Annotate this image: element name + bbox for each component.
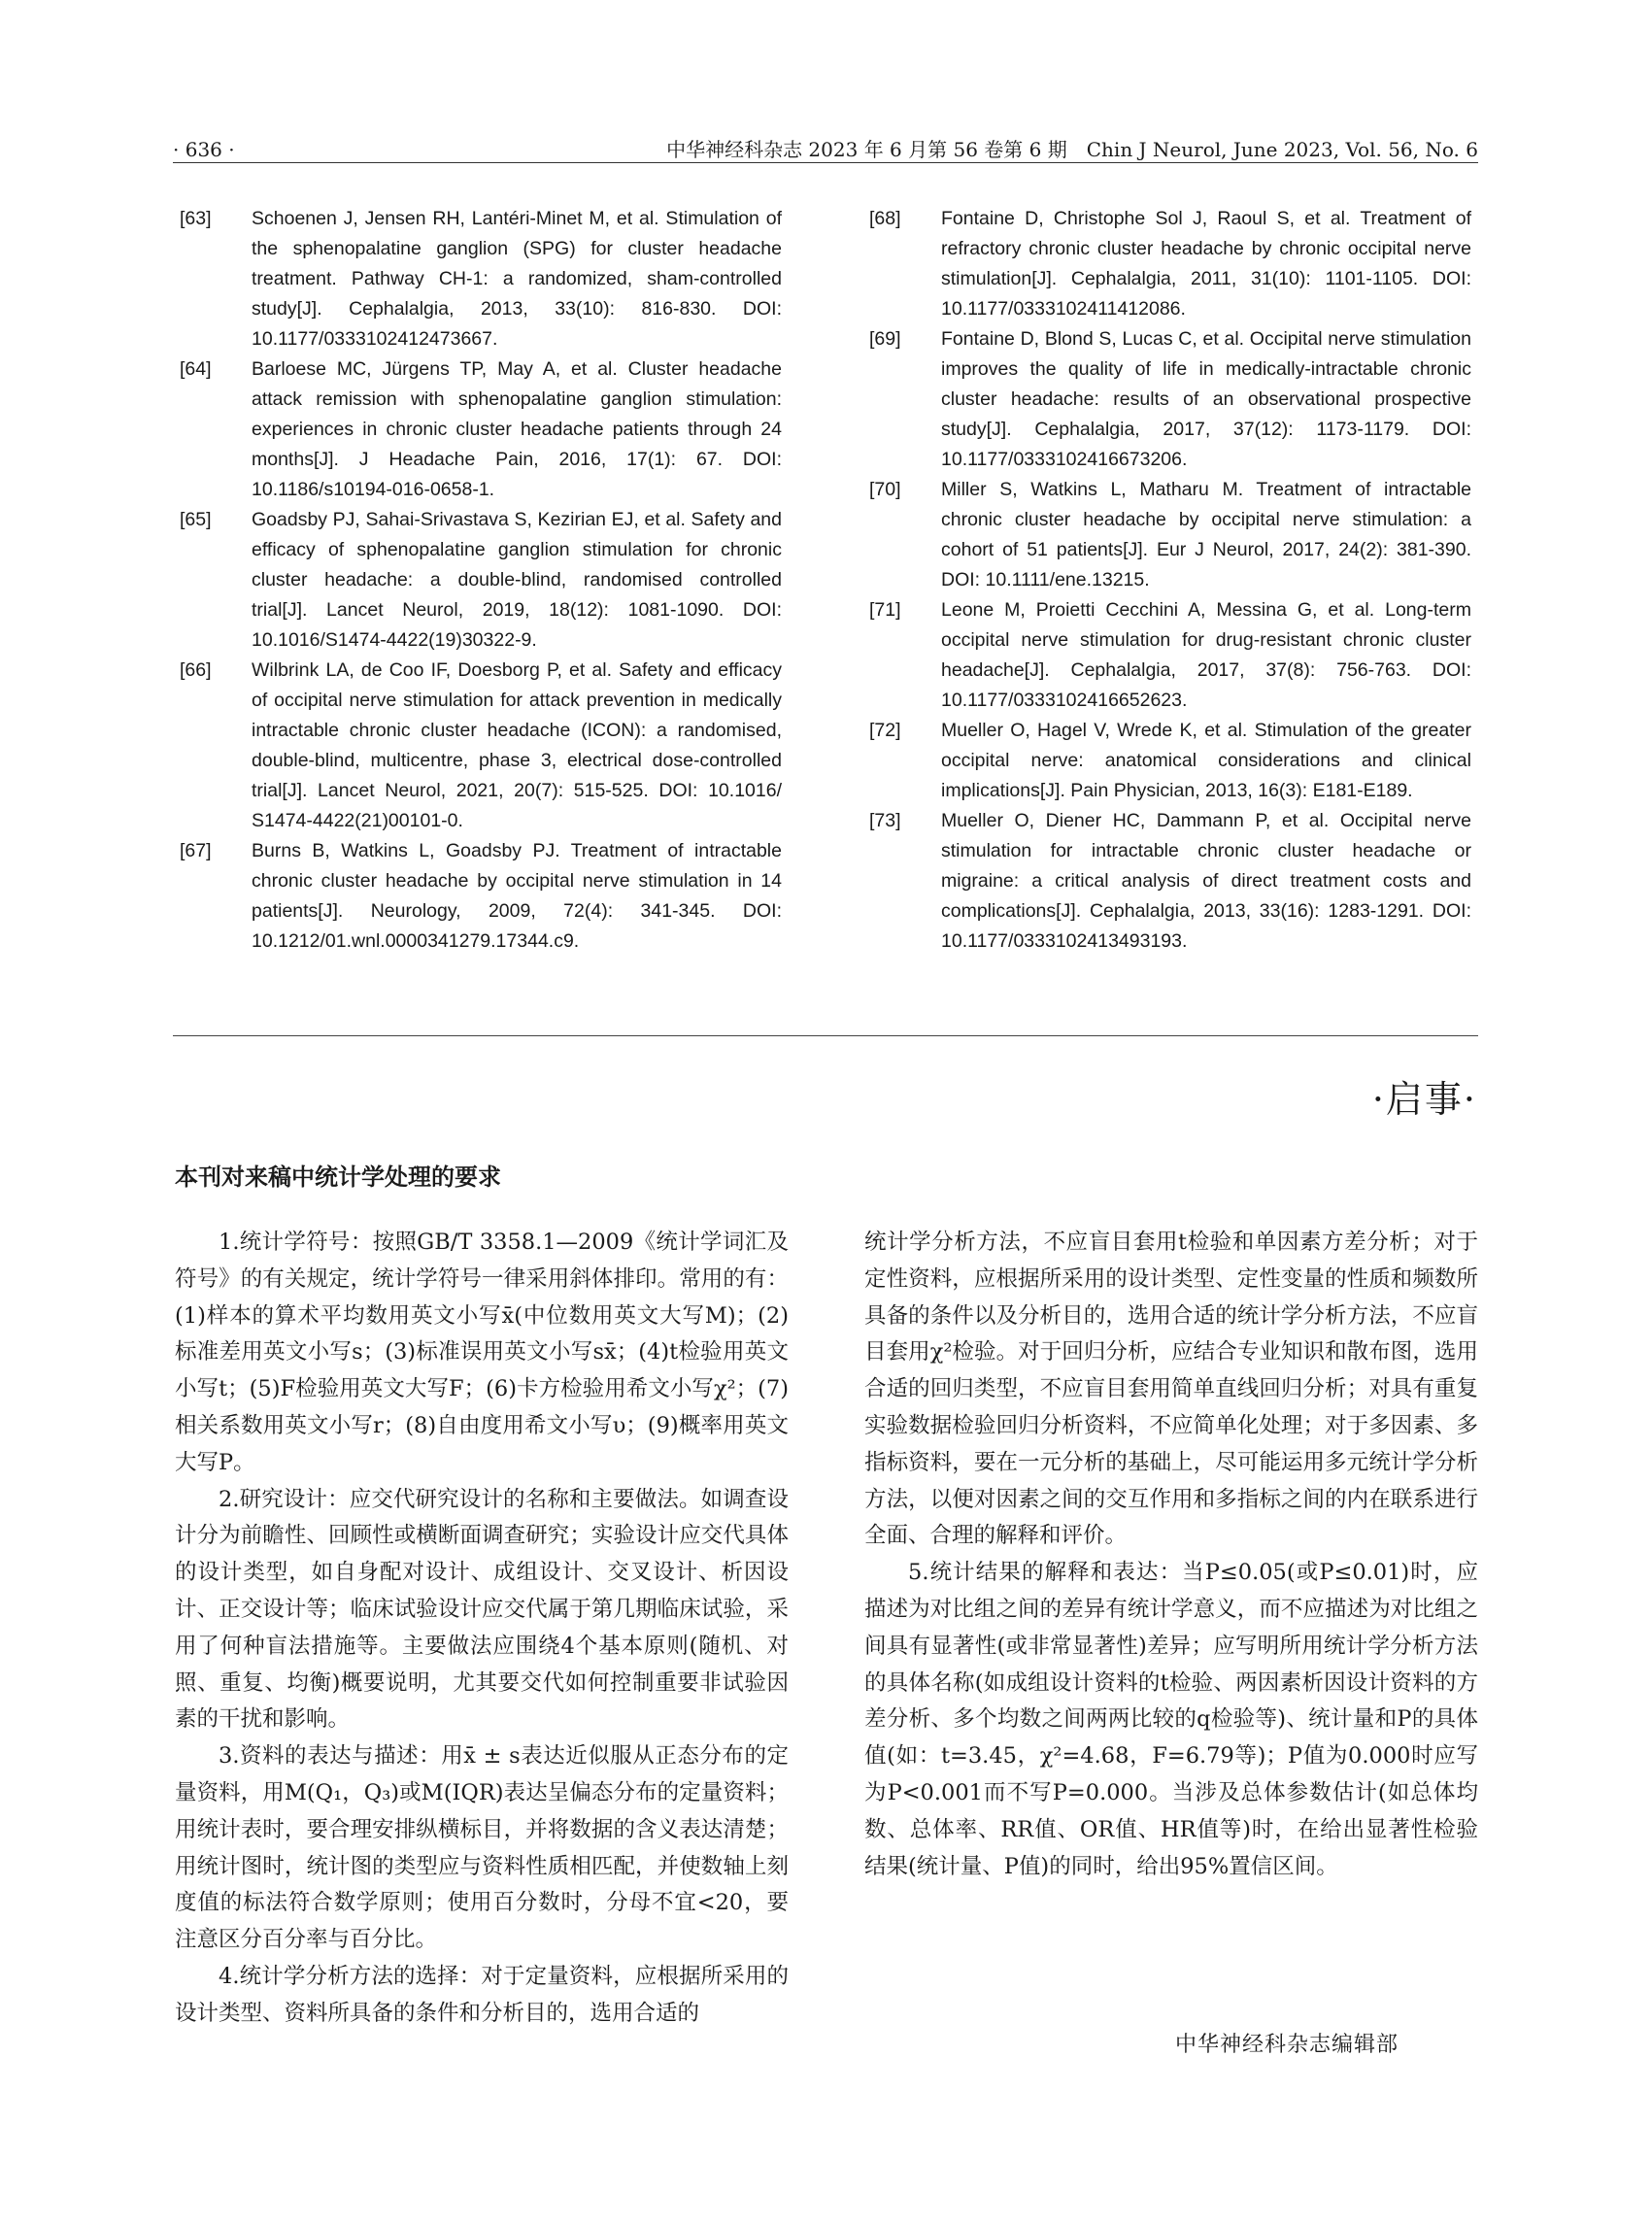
notice-paragraph: 1.统计学符号：按照GB/T 3358.1—2009《统计学词汇及符号》的有关规定，统计学符号一律采用斜体排印。常用的有：(1)样本的算术平均数用英文小写x̄(中位数用英文大写M)；(2)标准差用英文小写s；(3)标准误用英文小写sx̄；(4)t检验用英文小写t；(5)F检验用英文大写F；(6)卡方检验用希文小写χ²；(7)相关系数用英文小写r；(8)自由度用希文小写υ；(9)概率用英文大写P。 (175, 1230, 789, 1475)
reference-number: [68] (869, 208, 901, 229)
notice-paragraph: 统计学分析方法，不应盲目套用t检验和单因素方差分析；对于定性资料，应根据所采用的设计类型、定性变量的性质和频数所具备的条件以及分析目的，选用合适的统计学分析方法，不应盲目套用χ²检验。对于回归分析，应结合专业知识和散布图，选用合适的回归类型，不应盲目套用简单直线回归分析；对具有重复实验数据检验回归分析资料，不应简单化处理；对于多因素、多指标资料，要在一元分析的基础上，尽可能运用多元统计学分析方法，以便对因素之间的交互作用和多指标之间的内在联系进行全面、合理的解释和评价。 (864, 1230, 1478, 1549)
editorial-signature: 中华神经科杂志编辑部 (1175, 2033, 1399, 2057)
notice-paragraph: 4.统计学分析方法的选择：对于定量资料，应根据所采用的设计类型、资料所具备的条件和分析目的，选用合适的 (175, 1963, 789, 2026)
reference-number: [71] (869, 599, 901, 621)
reference-item (180, 354, 782, 505)
reference-number: [70] (869, 479, 901, 500)
section-divider (173, 1035, 1478, 1036)
references-right-column (869, 204, 1471, 957)
reference-item (869, 475, 1471, 595)
reference-number: [63] (180, 208, 212, 229)
reference-text: Leone M, Proietti Cecchini A, Messina G, et al. Long-term occipital nerve stimulation for drug-resistant chronic cluster headache[J]. Cephalalgia, 2017, 37(8): 756-763. DOI: 10.1177/0333102416652623. (941, 599, 1471, 711)
notice-title: 本刊对来稿中统计学处理的要求 (175, 1163, 501, 1191)
reference-text: Wilbrink LA, de Coo IF, Doesborg P, et al. Safety and efficacy of occipital nerve stimulation for attack prevention in medically intractable chronic cluster headache (ICON): a randomised, double-blind, multicentre, phase 3, electrical dose-controlled trial[J]. Lancet Neurol, 2021, 20(7): 515-525. DOI: 10.1016/ S1474-4422(21)00101-0. (252, 659, 782, 831)
notice-paragraph: 3.资料的表达与描述：用x̄ ± s表达近似服从正态分布的定量资料，用M(Q₁，Q₃)或M(IQR)表达呈偏态分布的定量资料；用统计表时，要合理安排纵横标目，并将数据的含义表达清楚；用统计图时，统计图的类型应与资料性质相匹配，并使数轴上刻度值的标法符合数学原则；使用百分数时，分母不宜<20，要注意区分百分率与百分比。 (175, 1743, 789, 1953)
reference-item (869, 595, 1471, 716)
reference-number: [64] (180, 358, 212, 380)
notice-tag: ·启事· (1371, 1078, 1477, 1121)
reference-item (869, 204, 1471, 324)
reference-number: [66] (180, 659, 212, 681)
reference-text: Burns B, Watkins L, Goadsby PJ. Treatment of intractable chronic cluster headache by occipital nerve stimulation in 14 patients[J]. Neurology, 2009, 72(4): 341-345. DOI: 10.1212/01.wnl.0000341279.17344.c9. (252, 840, 782, 952)
reference-number: [69] (869, 328, 901, 350)
reference-item (180, 836, 782, 957)
reference-text: Barloese MC, Jürgens TP, May A, et al. Cluster headache attack remission with sphenopalatine ganglion stimulation: experiences in chronic cluster headache patients through 24 months[J]. J Headache Pain, 2016, 17(1): 67. DOI: 10.1186/s10194-016-0658-1. (252, 358, 782, 500)
references-left-column (180, 204, 782, 957)
reference-number: [72] (869, 720, 901, 741)
reference-text: Miller S, Watkins L, Matharu M. Treatment of intractable chronic cluster headache by occipital nerve stimulation: a cohort of 51 patients[J]. Eur J Neurol, 2017, 24(2): 381-390. DOI: 10.1111/ene.13215. (941, 479, 1471, 590)
reference-text: Schoenen J, Jensen RH, Lantéri-Minet M, et al. Stimulation of the sphenopalatine ganglion (SPG) for cluster headache treatment. Pathway CH-1: a randomized, sham-controlled study[J]. Cephalalgia, 2013, 33(10): 816-830. DOI: 10.1177/0333102412473667. (252, 208, 782, 350)
reference-number: [65] (180, 509, 212, 530)
page-number: · 636 · (173, 138, 235, 161)
notice-right-column (864, 1225, 1478, 1885)
reference-text: Goadsby PJ, Sahai-Srivastava S, Kezirian EJ, et al. Safety and efficacy of sphenopalatine ganglion stimulation for chronic cluster headache: a double-blind, randomised controlled trial[J]. Lancet Neurol, 2019, 18(12): 1081-1090. DOI: 10.1016/S1474-4422(19)30322-9. (252, 509, 782, 651)
reference-item (180, 505, 782, 656)
journal-info: 中华神经科杂志 2023 年 6 月第 56 卷第 6 期 Chin J Neurol, June 2023, Vol. 56, No. 6 (666, 138, 1478, 161)
reference-text: Fontaine D, Blond S, Lucas C, et al. Occipital nerve stimulation improves the quality of life in medically-intractable chronic cluster headache: results of an observational prospective study[J]. Cephalalgia, 2017, 37(12): 1173-1179. DOI: 10.1177/0333102416673206. (941, 328, 1471, 470)
reference-item (180, 204, 782, 354)
notice-left-column (175, 1225, 789, 2033)
page-header (173, 134, 1478, 165)
reference-text: Fontaine D, Christophe Sol J, Raoul S, et al. Treatment of refractory chronic cluster headache by chronic occipital nerve stimulation[J]. Cephalalgia, 2011, 31(10): 1101-1105. DOI: 10.1177/0333102411412086. (941, 208, 1471, 320)
reference-item (869, 806, 1471, 957)
reference-item (180, 656, 782, 836)
reference-item (869, 716, 1471, 806)
reference-item (869, 324, 1471, 475)
reference-number: [73] (869, 810, 901, 831)
notice-paragraph: 2.研究设计：应交代研究设计的名称和主要做法。如调查设计分为前瞻性、回顾性或横断面调查研究；实验设计应交代具体的设计类型，如自身配对设计、成组设计、交叉设计、析因设计、正交设计等；临床试验设计应交代属于第几期临床试验，采用了何种盲法措施等。主要做法应围绕4个基本原则(随机、对照、重复、均衡)概要说明，尤其要交代如何控制重要非试验因素的干扰和影响。 (175, 1486, 789, 1733)
header-divider (173, 162, 1478, 163)
reference-text: Mueller O, Diener HC, Dammann P, et al. Occipital nerve stimulation for intractable chronic cluster headache or migraine: a critical analysis of direct treatment costs and complications[J]. Cephalalgia, 2013, 33(16): 1283-1291. DOI: 10.1177/0333102413493193. (941, 810, 1471, 952)
notice-paragraph: 5.统计结果的解释和表达：当P≤0.05(或P≤0.01)时，应描述为对比组之间的差异有统计学意义，而不应描述为对比组之间具有显著性(或非常显著性)差异；应写明所用统计学分析方法的具体名称(如成组设计资料的t检验、两因素析因设计资料的方差分析、多个均数之间两两比较的q检验等)、统计量和P的具体值(如：t=3.45，χ²=4.68，F=6.79等)；P值为0.000时应写为P<0.001而不写P=0.000。当涉及总体参数估计(如总体均数、总体率、RR值、OR值、HR值等)时，在给出显著性检验结果(统计量、P值)的同时，给出95%置信区间。 (864, 1560, 1478, 1879)
reference-number: [67] (180, 840, 212, 861)
reference-text: Mueller O, Hagel V, Wrede K, et al. Stimulation of the greater occipital nerve: anatomical considerations and clinical implications[J]. Pain Physician, 2013, 16(3): E181-E189. (941, 720, 1471, 801)
